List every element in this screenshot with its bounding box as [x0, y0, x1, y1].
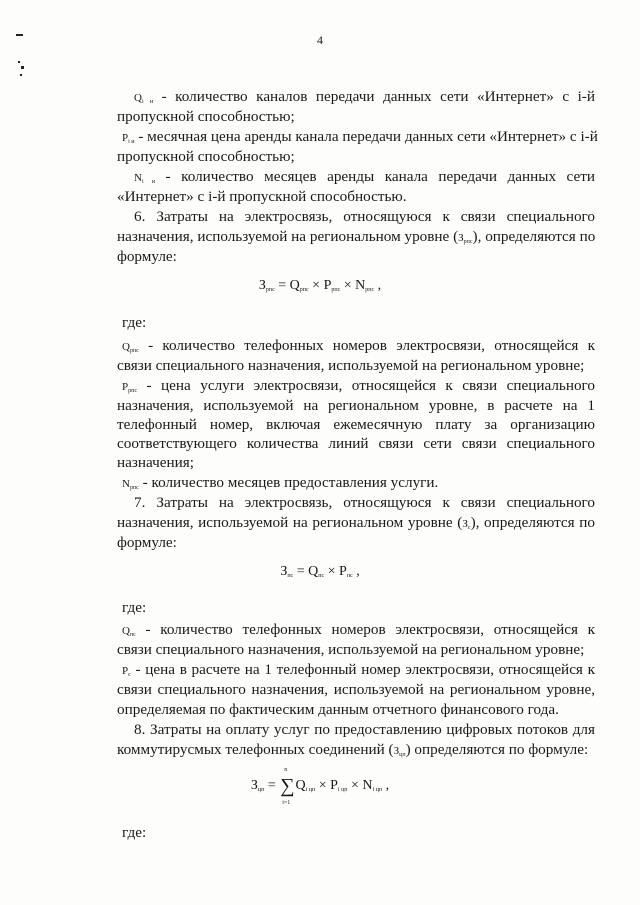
- text-line: 6. Затраты на электросвязь, относящуюся к связи специального: [134, 208, 595, 225]
- text-line: где:: [122, 314, 147, 331]
- text-line: $Q_{i и}$ - количество каналов передачи данных сети «Интернет» с i-й: [134, 88, 595, 105]
- text-line: $P_{i и}$ - месячная цена аренды канала передачи данных сети «Интернет» с i-й: [122, 128, 598, 145]
- text-line: где:: [122, 599, 147, 616]
- text-line: назначения, используемой на региональном уровне $(З_с)$, определяются по: [117, 514, 595, 531]
- text-line: $Q_{рпс}$ - количество телефонных номеров электросвязи, относящейся к: [122, 337, 595, 354]
- formula: $З_{пс} = Q_{пс} \times P_{пс}$ ,: [280, 564, 360, 579]
- text-line: определяемая по фактическим данным отчетного финансового года.: [117, 701, 559, 718]
- text-line: 8. Затраты на оплату услуг по предоставлению цифровых потоков для: [134, 721, 595, 738]
- text-line: где:: [122, 824, 147, 841]
- sum-sign: n ∑ i=1: [280, 767, 295, 806]
- text-line: $P_{рпс}$ - цена услуги электросвязи, относящейся к связи специального: [122, 377, 596, 394]
- margin-mark: [21, 66, 24, 69]
- text-line: $N_{рпс}$ - количество месяцев предоставления услуги.: [122, 474, 439, 491]
- text-line: связи специального назначения, используемой на региональном уровне;: [117, 641, 585, 658]
- margin-mark: [18, 61, 20, 63]
- text-line: связи специального назначения, используемой на региональном уровне,: [117, 681, 595, 698]
- text-line: 7. Затраты на электросвязь, относящуюся к связи специального: [134, 494, 595, 511]
- text-line: назначения;: [117, 454, 194, 471]
- text-line: назначения, используемой на региональном уровне, в расчете на 1: [117, 397, 595, 414]
- margin-mark: [20, 74, 22, 76]
- text-line: пропускной способностью;: [117, 148, 295, 165]
- formula: $З_{рпс} = Q_{рпс} \times P_{рпс} \times N_{рпс}$ ,: [258, 278, 382, 293]
- text-line: $P_с$ - цена в расчете на 1 телефонный номер электросвязи, относящейся к: [122, 661, 595, 678]
- text-line: $Q_{пс}$ - количество телефонных номеров электросвязи, относящейся к: [122, 621, 595, 638]
- page-number: 4: [317, 33, 323, 47]
- text-line: формуле:: [117, 248, 177, 265]
- text-line: $N_{i и}$ - количество месяцев аренды канала передачи данных сети: [134, 168, 595, 185]
- text-line: «Интернет» с i-й пропускной способностью.: [117, 188, 407, 205]
- text-line: соответствующего количества линий связи сети связи специального: [117, 435, 595, 452]
- text-line: пропускной способностью;: [117, 108, 295, 125]
- text-line: телефонный номер, включая ежемесячную плату за организацию: [117, 416, 595, 433]
- text-line: коммутирусмых телефонных соединений $(З_{цп})$ определяются по формуле:: [117, 741, 589, 758]
- text-line: назначения, используемой на региональном уровне $(З_{рпс})$, определяются по: [117, 228, 596, 245]
- margin-mark: [16, 34, 23, 36]
- formula: $З_{цп}$ = n ∑ i=1 $Q_{i цп} \times P_{i цп} \times N_{i цп}$ ,: [250, 767, 390, 806]
- text-line: формуле:: [117, 534, 177, 551]
- text-line: связи специального назначения, используемой на региональном уровне;: [117, 357, 585, 374]
